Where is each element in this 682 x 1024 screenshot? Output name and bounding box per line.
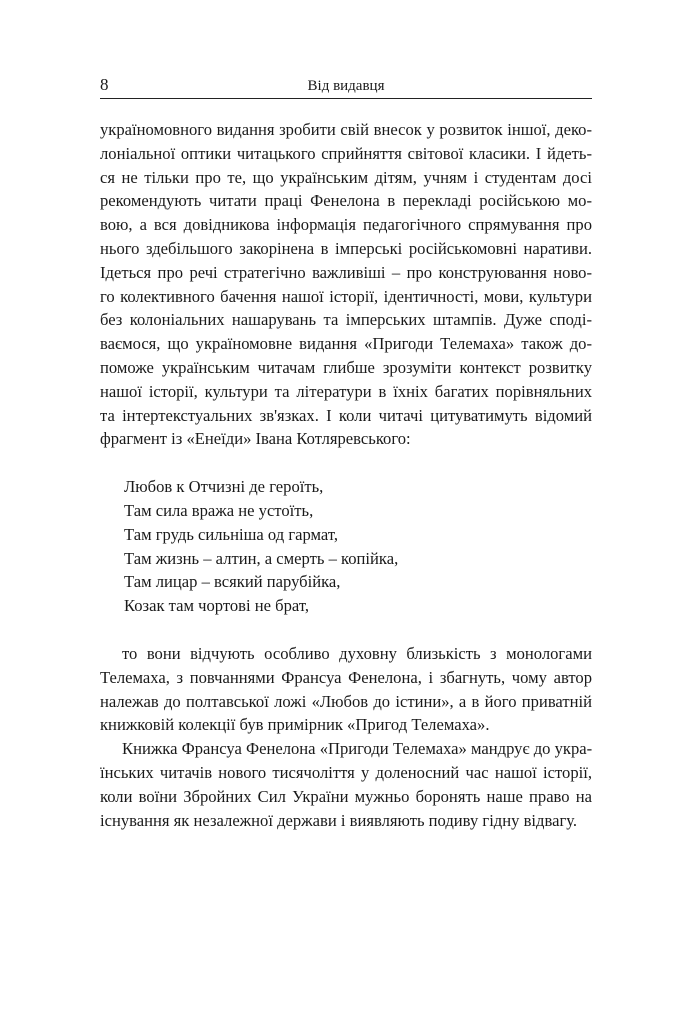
text-line: нього здебільшого закорінена в імперські російськомовні наративи. [100, 238, 592, 258]
text-line: фрагмент із «Енеїди» Івана Котляревського: [100, 429, 411, 449]
verse-line: Козак там чортові не брат, [124, 596, 310, 616]
spacer [100, 618, 592, 642]
text-line: Книжка Франсуа Фенелона «Пригоди Телемаха» мандрує до укра- [122, 739, 593, 759]
text-line: то вони відчують особливо духовну близькість з монологами [122, 643, 592, 663]
running-title: Від видавця [307, 78, 385, 94]
text-line: Телемаха, з повчаннями Франсуа Фенелона, і збагнуть, чому автор [100, 667, 592, 687]
main-text [100, 118, 592, 832]
verse-line: Там лицар – всякий парубійка, [124, 572, 341, 592]
verse-line: Там сила вража не устоїть, [124, 500, 314, 520]
page-number: 8 [100, 75, 109, 94]
verse-line: Там жизнь – алтин, а смерть – копійка, [124, 548, 399, 568]
text-line: вою, а вся довідникова інформація педагогічного спрямування про [100, 215, 592, 235]
text-line: рекомендують читати праці Фенелона в перекладі російською мо- [100, 191, 592, 211]
verse-line: Там грудь сильніша од гармат, [124, 524, 339, 544]
text-line: лоніальної оптики читацького сприйняття світової класики. І йдеть- [100, 143, 592, 163]
text-line: книжковій колекції був примірник «Пригод Телемаха». [100, 715, 490, 735]
text-line: Ідеться про речі стратегічно важливіші – про конструювання ново- [100, 262, 592, 282]
continuation-paragraph [100, 642, 592, 737]
verse-quote [100, 475, 592, 618]
text-line: нашої історії, культури та літератури в їхніх багатих порівняльних [100, 381, 592, 401]
text-line: ваємося, що україномовне видання «Пригоди Телемаха» також до- [100, 334, 592, 354]
text-line: поможе українським читачам глибше зрозуміти контекст розвитку [100, 357, 592, 377]
spacer [100, 451, 592, 475]
text-line: без колоніальних нашарувань та імперських штампів. Дуже споді- [100, 310, 592, 330]
text-line: та інтертекстуальних зв'язках. І коли читачі цитуватимуть відомий [100, 405, 592, 425]
running-header [100, 76, 592, 99]
text-line: їнських читачів нового тисячоліття у доленосний час нашої історії, [100, 762, 592, 782]
text-line: коли воїни Збройних Сил України мужньо боронять наше право на [100, 786, 592, 806]
text-line: ся не тільки про те, що українським дітям, учням і студентам досі [100, 167, 592, 187]
verse-line: Любов к Отчизні де героїть, [124, 477, 324, 497]
intro-paragraph [100, 118, 592, 451]
final-paragraph [100, 737, 592, 832]
text-line: належав до полтавської ложі «Любов до істини», а в його приватній [100, 691, 592, 711]
text-line: україномовного видання зробити свій внесок у розвиток іншої, деко- [100, 120, 592, 139]
text-line: існування як незалежної держави і виявляють подиву гідну відвагу. [100, 810, 578, 830]
text-line: го колективного бачення нашої історії, ідентичності, мови, культури [100, 286, 592, 306]
